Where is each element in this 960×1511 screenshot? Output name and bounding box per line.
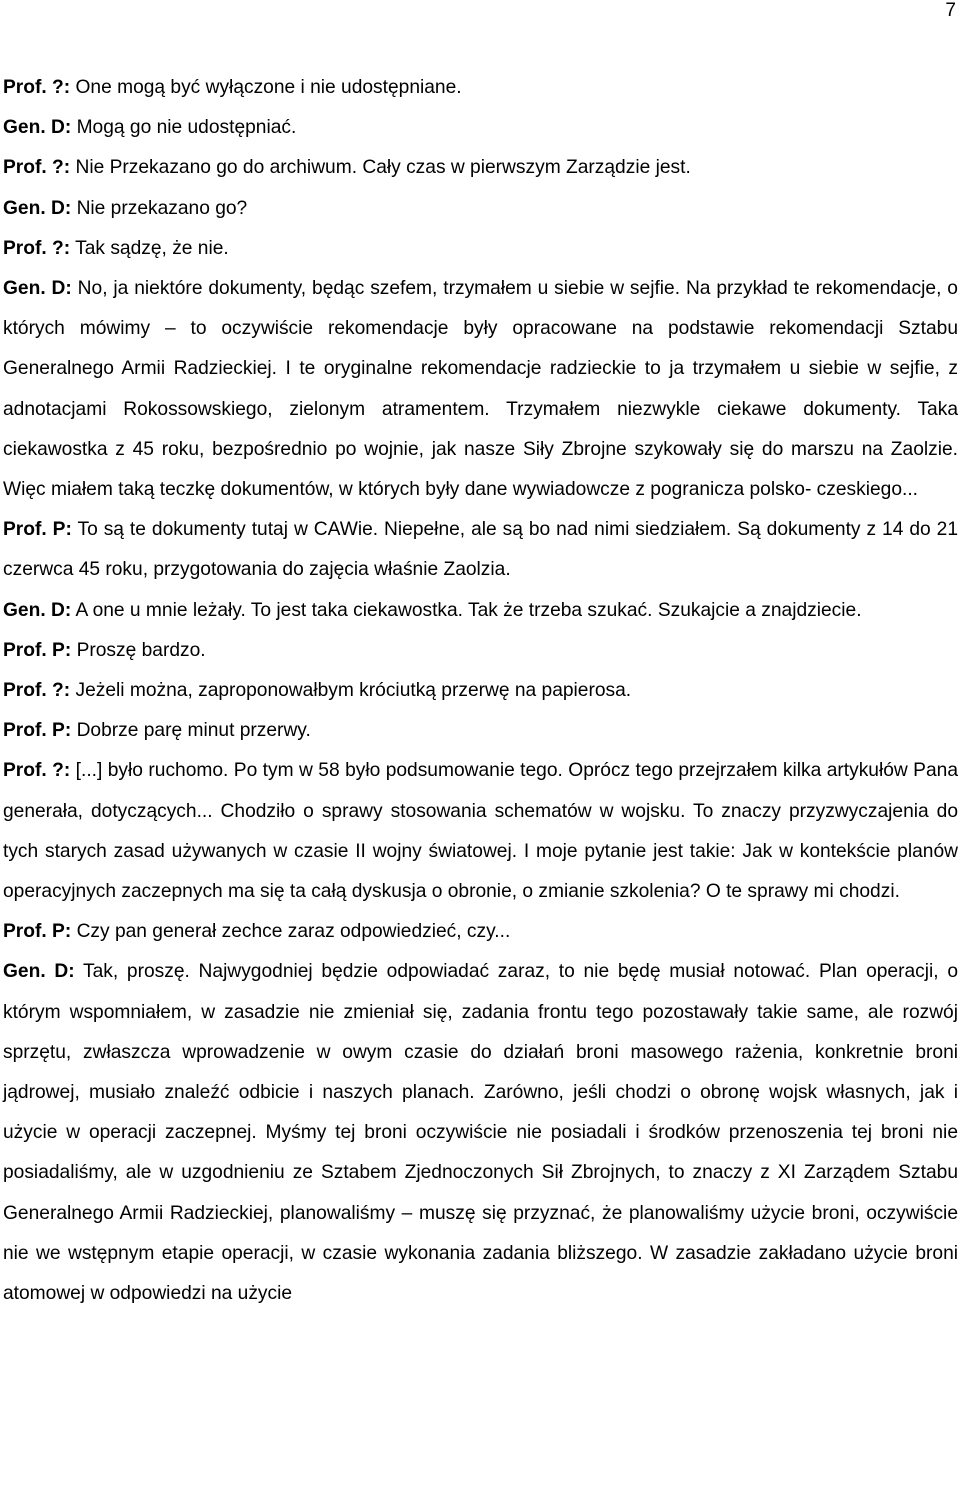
transcript-paragraph: [3, 510, 958, 590]
speaker-label: Gen. D:: [3, 961, 75, 983]
utterance-text: Dobrze parę minut przerwy.: [71, 720, 311, 742]
transcript-paragraph: [3, 591, 958, 631]
transcript-paragraph: [3, 952, 958, 1314]
page-number: 7: [945, 0, 956, 21]
speaker-label: Prof. ?:: [3, 77, 71, 98]
utterance-text: A one u mnie leżały. To jest taka ciekawostka. Tak że trzeba szukać. Szukajcie a znajdziecie.: [71, 599, 862, 621]
transcript-paragraph: [3, 269, 958, 510]
speaker-label: Gen. D:: [3, 197, 72, 219]
speaker-label: Prof. ?:: [3, 237, 71, 259]
transcript-paragraph: [3, 751, 958, 912]
speaker-label: Gen. D:: [3, 278, 72, 300]
speaker-label: Prof. ?:: [3, 157, 71, 179]
transcript-paragraph: [3, 108, 958, 148]
utterance-text: Proszę bardzo.: [71, 639, 206, 661]
utterance-text: Nie Przekazano go do archiwum. Cały czas w pierwszym Zarządzie jest.: [70, 157, 691, 179]
transcript-paragraph: [3, 189, 958, 229]
utterance-text: Tak, proszę. Najwygodniej będzie odpowiadać zaraz, to nie będę musiał notować. Plan operacji, o którym wspomniałem, w zasadzie nie zmieniał się, zadania frontu tego pozostawały takie same, ale rozwój sprzętu, zwłaszcza wprowadzenie w owym czasie do działań broni masowego rażenia, konkretnie broni jądrowej, musiało znaleźć odbicie i naszych planach. Zarówno, jeśli chodzi o obronę wojsk własnych, jak i użycie w operacji zaczepnej. Myśmy tej broni oczywiście nie posiadali i środków przenoszenia tej broni nie posiadaliśmy, ale w uzgodnieniu ze Sztabem Zjednoczonych Sił Zbrojnych, to znaczy z XI Zarządem Sztabu Generalnego Armii Radzieckiej, planowaliśmy – muszę się przyznać, że planowaliśmy użycie broni, oczywiście nie we wstępnym etapie operacji, w czasie wykonania zadania bliższego. W zasadzie zakładano użycie broni atomowej w odpowiedzi na użycie: [3, 961, 958, 1305]
utterance-text: No, ja niektóre dokumenty, będąc szefem, trzymałem u siebie w sejfie. Na przykład te rekomendacje, o których mówimy – to oczywiście rekomendacje były opracowane na podstawie rekomendacji Sztabu Generalnego Armii Radzieckiej. I te oryginalne rekomendacje radzieckie to ja trzymałem u siebie w sejfie, z adnotacjami Rokossowskiego, zielonym atramentem. Trzymałem niezwykle ciekawe dokumenty. Taka ciekawostka z 45 roku, bezpośrednio po wojnie, jak nasze Siły Zbrojne szykowały się do marszu na Zaolzie. Więc miałem taką teczkę dokumentów, w których były dane wywiadowcze z pogranicza polsko- czeskiego...: [3, 278, 958, 501]
utterance-text: [...] było ruchomo. Po tym w 58 było podsumowanie tego. Oprócz tego przejrzałem kilka artykułów Pana generała, dotyczących... Chodziło o sprawy stosowania schematów w wojsku. To znaczy przyzwyczajenia do tych starych zasad używanych w czasie II wojny światowej. I moje pytanie jest takie: Jak w kontekście planów operacyjnych zaczepnych ma się ta całą dyskusja o obronie, o zmianie szkolenia? O te sprawy mi chodzi.: [3, 760, 958, 903]
speaker-label: Prof. P:: [3, 720, 72, 742]
utterance-text: Nie przekazano go?: [71, 197, 248, 219]
utterance-text: Tak sądzę, że nie.: [70, 237, 229, 259]
utterance-text: Czy pan generał zechce zaraz odpowiedzieć, czy...: [71, 921, 511, 943]
speaker-label: Gen. D:: [3, 599, 72, 621]
transcript-paragraph: [3, 148, 958, 188]
transcript-paragraph: [3, 68, 958, 108]
speaker-label: Gen. D:: [3, 117, 72, 139]
transcript-paragraph: [3, 671, 958, 711]
transcript-paragraph: [3, 631, 958, 671]
transcript-body: [3, 68, 958, 1314]
transcript-paragraph: [3, 912, 958, 952]
speaker-label: Prof. P:: [3, 519, 72, 541]
transcript-paragraph: [3, 711, 958, 751]
utterance-text: Jeżeli można, zaproponowałbym króciutką przerwę na papierosa.: [70, 680, 632, 702]
speaker-label: Prof. P:: [3, 921, 72, 943]
transcript-paragraph: [3, 229, 958, 269]
speaker-label: Prof. P:: [3, 639, 72, 661]
utterance-text: Mogą go nie udostępniać.: [71, 117, 297, 139]
speaker-label: Prof. ?:: [3, 680, 71, 702]
utterance-text: To są te dokumenty tutaj w CAWie. Niepełne, ale są bo nad nimi siedziałem. Są dokumenty z 14 do 21 czerwca 45 roku, przygotowania do zajęcia właśnie Zaolzia.: [3, 519, 958, 581]
utterance-text: One mogą być wyłączone i nie udostępniane.: [70, 77, 462, 98]
speaker-label: Prof. ?:: [3, 760, 71, 782]
